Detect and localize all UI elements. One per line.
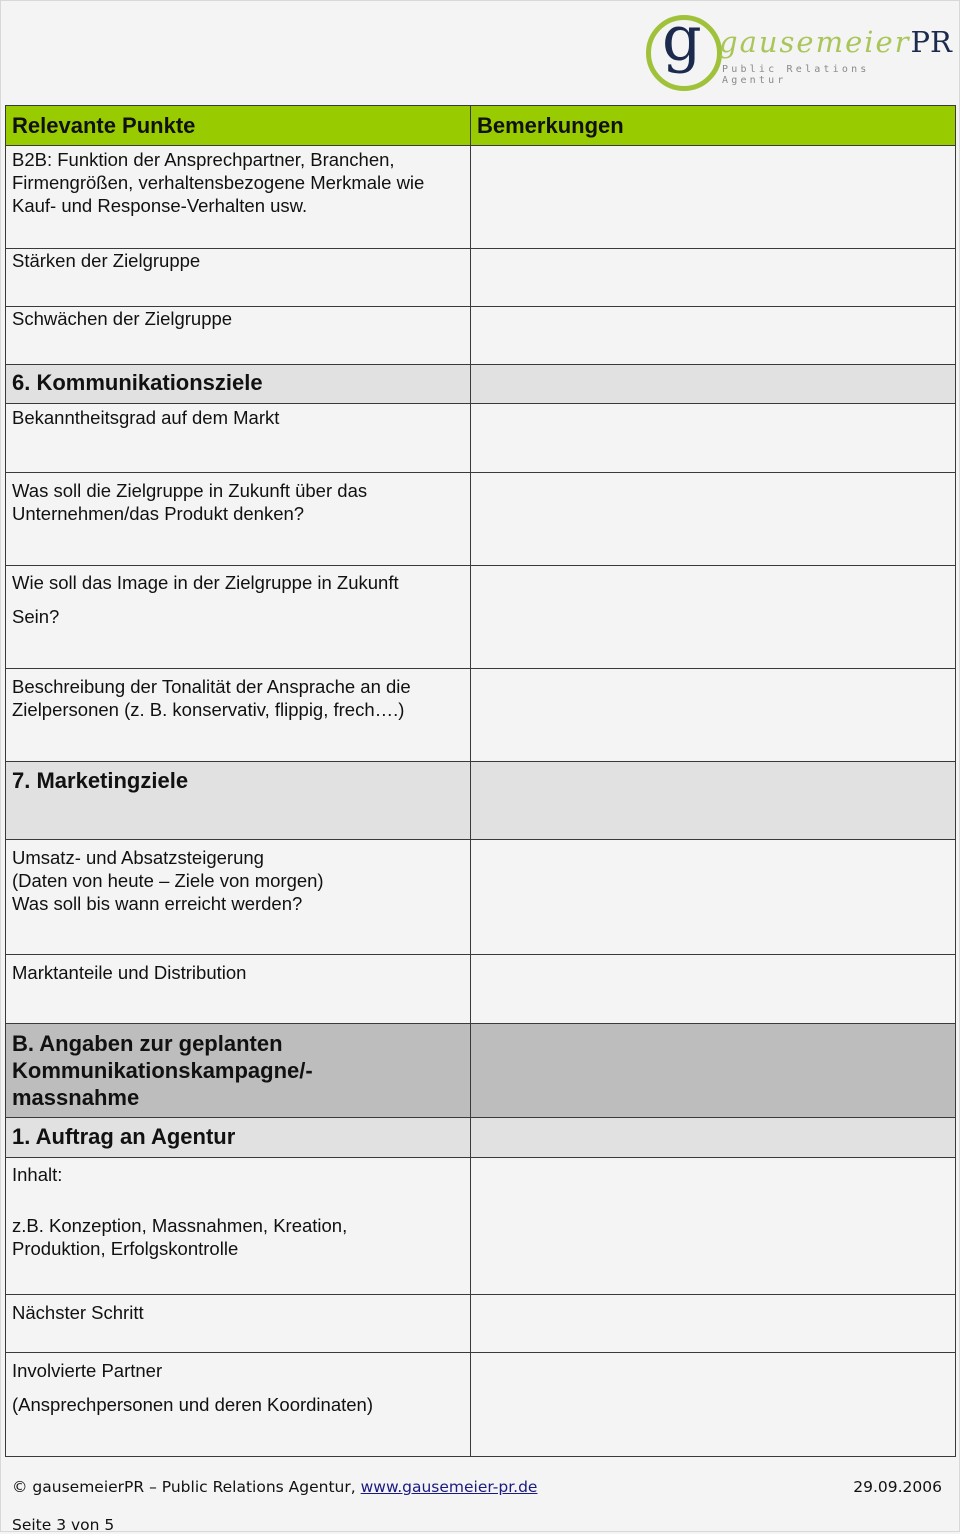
section-title-7: 7. Marketingziele <box>6 762 471 840</box>
table-row <box>6 146 956 249</box>
section-title-6: 6. Kommunikationsziele <box>6 365 471 404</box>
remarks-cell-umsatz[interactable] <box>471 840 956 955</box>
row-text-line: Beschreibung der Tonalität der Ansprache an die <box>12 676 411 697</box>
row-text-line: Involvierte Partner <box>12 1360 163 1381</box>
row-text-line: Umsatz- und Absatzsteigerung <box>12 847 264 868</box>
section-remarks-7 <box>471 762 956 840</box>
row-text-line: Inhalt: <box>12 1164 63 1185</box>
remarks-cell-staerken[interactable] <box>471 249 956 307</box>
logo-suffix: PR <box>910 25 952 59</box>
row-label-inhalt <box>6 1158 471 1295</box>
table-header-row <box>6 106 956 146</box>
table-row <box>6 669 956 762</box>
row-label-staerken: Stärken der Zielgruppe <box>6 249 471 307</box>
row-label-tonalitaet <box>6 669 471 762</box>
row-text-line: Zielpersonen (z. B. konservativ, flippig, frech….) <box>12 699 405 720</box>
section-remarks-1 <box>471 1118 956 1158</box>
section-text-line: massnahme <box>12 1085 140 1110</box>
briefing-table <box>5 105 956 1457</box>
logo-g-icon: g <box>662 2 702 75</box>
footer-date: 29.09.2006 <box>853 1478 942 1496</box>
row-text-line: z.B. Konzeption, Massnahmen, Kreation, <box>12 1215 348 1236</box>
table-row <box>6 840 956 955</box>
section-title-b <box>6 1024 471 1118</box>
column-header-points: Relevante Punkte <box>6 106 471 146</box>
logo-wordmark <box>719 25 952 59</box>
remarks-cell-marktanteile[interactable] <box>471 955 956 1024</box>
remarks-cell-b2b[interactable] <box>471 146 956 249</box>
row-text-line: Was soll die Zielgruppe in Zukunft über das <box>12 480 368 501</box>
table-row <box>6 249 956 307</box>
table-row <box>6 404 956 473</box>
logo-name: gausemeier <box>719 25 911 59</box>
section-text-line: Kommunikationskampagne/- <box>12 1058 313 1083</box>
row-label-image <box>6 566 471 669</box>
column-header-remarks: Bemerkungen <box>471 106 956 146</box>
table-row <box>6 307 956 365</box>
company-logo <box>642 2 952 92</box>
row-label-naechster-schritt: Nächster Schritt <box>6 1295 471 1353</box>
row-label-schwaechen: Schwächen der Zielgruppe <box>6 307 471 365</box>
table-row <box>6 473 956 566</box>
footer-copyright <box>12 1478 537 1496</box>
row-text-line: Produktion, Erfolgskontrolle <box>12 1238 239 1259</box>
page-number: Seite 3 von 5 <box>12 1516 115 1534</box>
table-row <box>6 1353 956 1457</box>
row-text-line: (Ansprechpersonen und deren Koordinaten) <box>12 1394 373 1415</box>
remarks-cell-partner[interactable] <box>471 1353 956 1457</box>
section-row-1 <box>6 1118 956 1158</box>
logo-tagline: Public Relations Agentur <box>722 64 870 86</box>
section-text-line: B. Angaben zur geplanten <box>12 1031 283 1056</box>
remarks-cell-image[interactable] <box>471 566 956 669</box>
section-title-1: 1. Auftrag an Agentur <box>6 1118 471 1158</box>
table-row <box>6 1295 956 1353</box>
remarks-cell-schwaechen[interactable] <box>471 307 956 365</box>
row-label-marktanteile: Marktanteile und Distribution <box>6 955 471 1024</box>
remarks-cell-inhalt[interactable] <box>471 1158 956 1295</box>
row-text-line: Wie soll das Image in der Zielgruppe in Zukunft <box>12 572 399 593</box>
row-label-bekanntheit: Bekanntheitsgrad auf dem Markt <box>6 404 471 473</box>
remarks-cell-zukunft[interactable] <box>471 473 956 566</box>
row-label-partner <box>6 1353 471 1457</box>
section-row-7 <box>6 762 956 840</box>
section-row-6 <box>6 365 956 404</box>
table-row <box>6 955 956 1024</box>
table-row <box>6 566 956 669</box>
row-label-b2b: B2B: Funktion der Ansprechpartner, Branchen, Firmengrößen, verhaltensbezogene Merkmale wie Kauf- und Response-Verhalten usw. <box>6 146 471 249</box>
copyright-text: © gausemeierPR – Public Relations Agentur, <box>12 1478 361 1496</box>
row-text-line: Was soll bis wann erreicht werden? <box>12 893 303 914</box>
website-link[interactable]: www.gausemeier-pr.de <box>360 1478 538 1496</box>
remarks-cell-naechster-schritt[interactable] <box>471 1295 956 1353</box>
row-label-zukunft <box>6 473 471 566</box>
table-row <box>6 1158 956 1295</box>
section-row-b <box>6 1024 956 1118</box>
remarks-cell-bekanntheit[interactable] <box>471 404 956 473</box>
remarks-cell-tonalitaet[interactable] <box>471 669 956 762</box>
section-remarks-b <box>471 1024 956 1118</box>
row-text-line: (Daten von heute – Ziele von morgen) <box>12 870 324 891</box>
row-text-line: Sein? <box>12 606 60 627</box>
section-remarks-6 <box>471 365 956 404</box>
row-label-umsatz <box>6 840 471 955</box>
row-text-line: Unternehmen/das Produkt denken? <box>12 503 305 524</box>
